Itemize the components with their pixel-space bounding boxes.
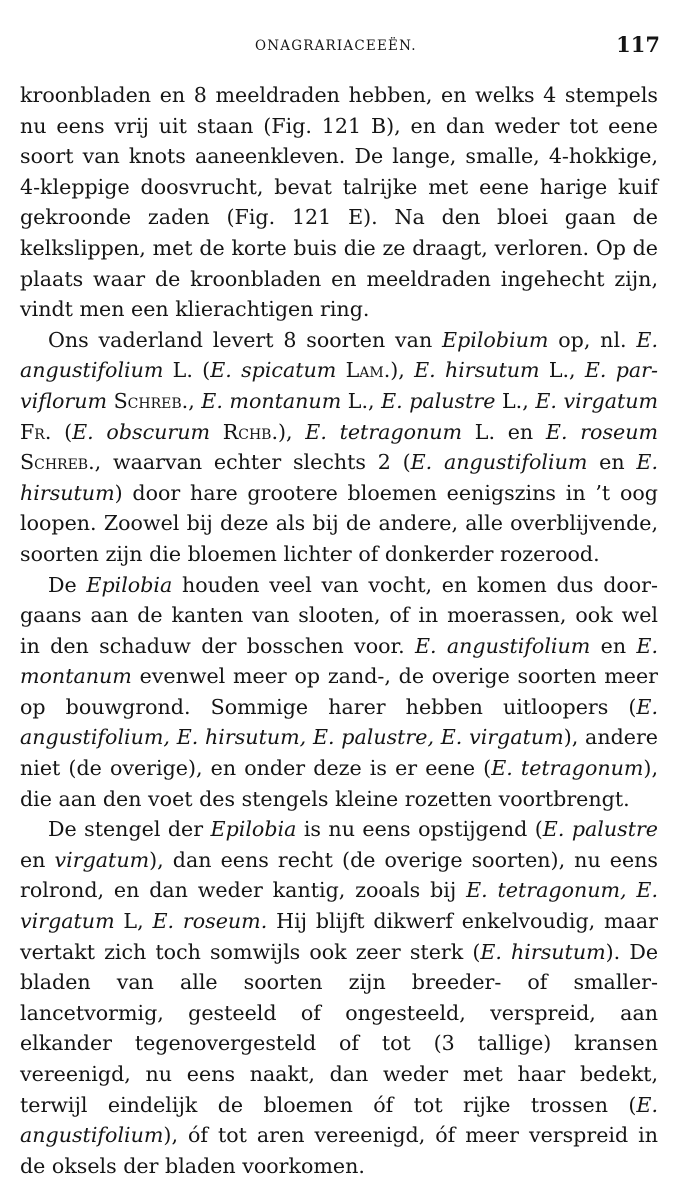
author-abbreviation: Rchb. [222,419,278,444]
italic-text: E. angustifolium [20,1092,658,1148]
text-run: ) door hare grootere bloemen eenigszins in ’t oog loopen. Zoowel bij deze als bij de andere, alle overblijvende, soorten zijn die bloemen lichter of donkerder rozerood. [20,480,658,566]
paragraph [20,80,658,325]
text-run: evenwel meer op zand-, de overige soorten meer op bouwgrond. Sommige harer hebben uitloopers ( [20,664,658,719]
text-run: ( [51,419,73,444]
italic-text: E. roseum [545,419,658,444]
text-run: ), óf tot aren vereenigd, óf meer verspreid in de oksels der bladen voorkomen. [20,1123,658,1178]
italic-text: E. hirsutum [480,939,606,964]
italic-text: E. palustre [542,817,658,842]
text-run: L., [495,388,536,413]
text-run: L., [341,388,382,413]
italic-text: E. tetragonum [305,419,463,444]
italic-text: E. angustifolium [410,450,588,475]
text-run [336,358,345,382]
italic-text: E. obscurum [72,419,211,444]
text-run: ), die aan den voet des stengels kleine rozetten voortbrengt. [20,756,659,811]
running-head: ONAGRARIACEEËN. [255,38,417,54]
author-abbreviation: Lam. [345,358,391,383]
text-run: op, nl. [548,327,637,352]
text-run: is nu eens opstijgend ( [296,817,543,842]
text-run: L, [114,909,153,934]
italic-text: E. palustre [381,388,496,413]
italic-text: E. hirsutum [414,358,540,383]
text-run [210,420,223,444]
italic-text: Epilobia [210,817,297,842]
italic-text: E. spicatum [210,358,337,383]
italic-text: E. hirsutum [20,450,658,505]
author-abbreviation: Schreb. [20,450,95,475]
text-run: ), [390,358,415,383]
italic-text: Epilobium [442,327,549,352]
body-text [20,80,658,1181]
text-run: , [188,388,202,413]
paragraph [20,814,658,1181]
italic-text: virgatum [54,847,150,872]
text-run: ), andere niet (de overige), en onder deze is er eene ( [20,725,658,781]
italic-text: E. tetragonum [491,756,644,781]
italic-text: Epilobia [86,572,173,597]
text-run: kroonbladen en 8 meeldraden hebben, en welks 4 stempels nu eens vrij uit staan (Fig. 121 B), en dan weder tot eene soort van knots aaneenkleven. De lange, smalle, 4-hokkige, 4-kleppige doosvrucht, bevat talrijke met eene harige kuif gekroonde zaden (Fig. 121 E). Na den bloei gaan de kelkslippen, met de korte buis die ze draagt, verloren. Op de plaats waar de kroonbladen en meeldraden ingehecht zijn, vindt men een klierachtigen ring. [20,83,658,322]
text-run: en [20,847,55,872]
text-run: De stengel der [48,817,211,842]
author-abbreviation: Fr. [20,419,52,444]
text-run: L. ( [163,358,211,383]
text-run: ), dan eens recht (de overige soorten), nu eens rolrond, en dan weder kantig, zooals bij [20,847,658,903]
text-run: L. en [462,419,546,444]
italic-text: E. virgatum [535,388,659,413]
text-run: ). De bladen van alle soorten zijn breeder- of smaller- lancetvormig, gesteeld of ongesteeld, verspreid, aan elkander tegenovergesteld of tot (3 tallige) kransen vereenigd, nu eens naakt, dan weder met haar bedekt, terwijl eindelijk de bloemen óf tot rijke trossen ( [20,939,659,1117]
text-run: houden veel van vocht, en komen dus doorgaans aan de kanten van slooten, of in moerassen, ook wel in den schaduw der bosschen voor. [20,572,658,658]
text-run: en [590,633,637,658]
page-header [0,32,678,62]
italic-text: E. angustifolium, E. hirsutum, E. palustre, E. virgatum [20,694,658,750]
italic-text: E. tetragonum, E. virgatum [20,878,659,934]
italic-text: E. montanum [201,388,342,413]
text-run: L., [539,358,585,383]
italic-text: E. angustifolium [414,633,591,658]
text-run: Hij blijft dikwerf enkelvoudig, maar vertakt zich toch somwijls ook zeer sterk ( [20,909,658,964]
text-run: De [48,572,87,597]
text-run: en [587,450,637,475]
paragraph [20,570,658,815]
italic-text: E. montanum [20,633,659,689]
text-run: , waarvan echter slechts 2 ( [94,450,411,475]
italic-text: E. parviflorum [20,358,658,413]
text-run: ), [278,419,306,444]
italic-text: E. roseum. [152,909,268,934]
paragraph [20,325,658,570]
italic-text: E. angustifolium [20,327,659,383]
text-run: Ons vaderland levert 8 soorten van [48,327,443,352]
author-abbreviation: Schreb. [113,388,189,413]
page-number: 117 [616,32,660,57]
